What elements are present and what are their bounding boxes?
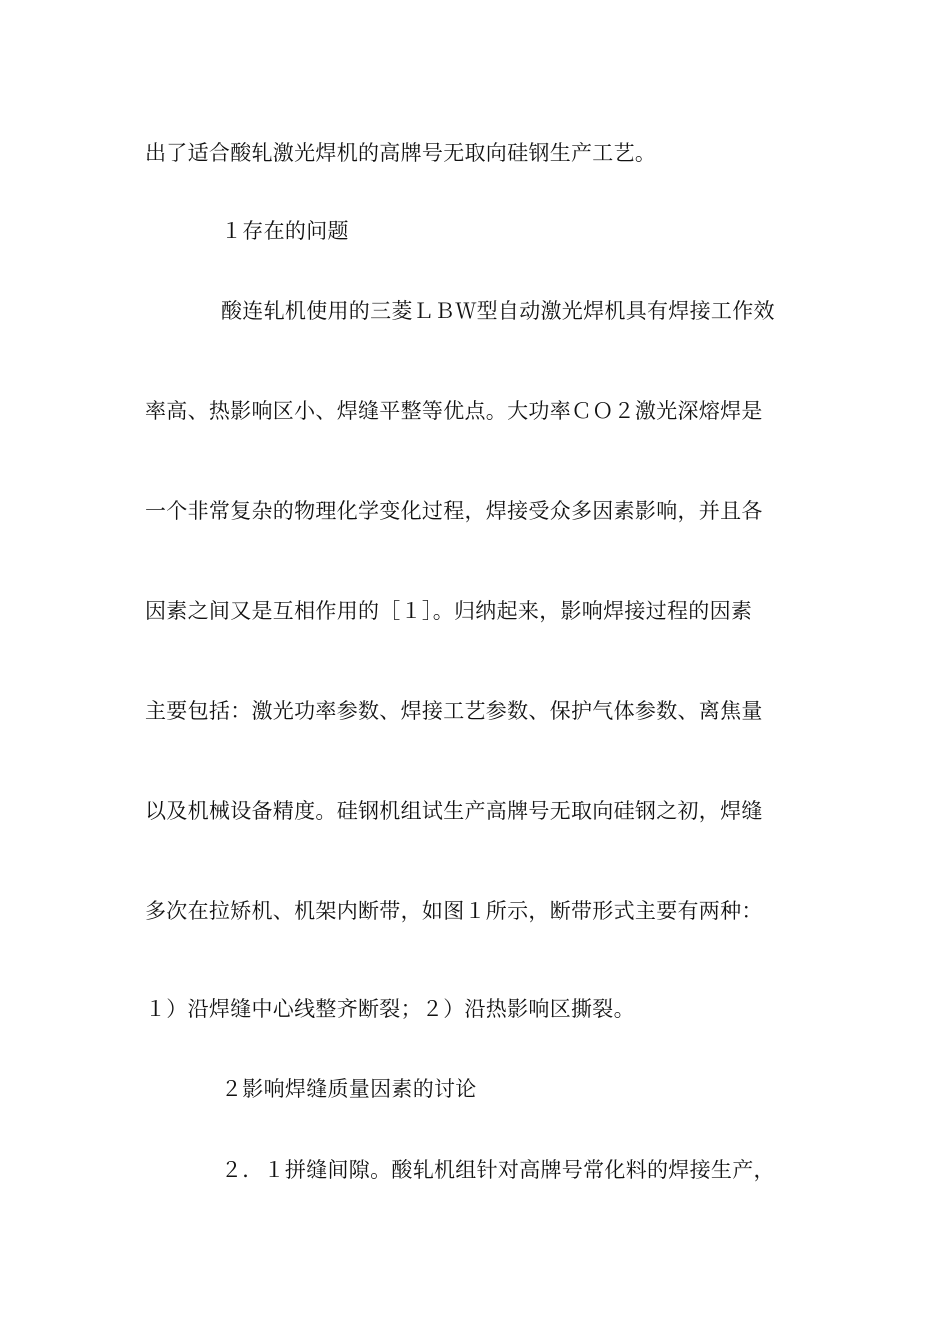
paragraph-line: 多次在拉矫机、机架内断带，如图１所示，断带形式主要有两种： — [145, 899, 763, 923]
section-heading: １存在的问题 — [221, 219, 349, 243]
section-heading: ２影响焊缝质量因素的讨论 — [221, 1077, 477, 1101]
paragraph-line: 一个非常复杂的物理化学变化过程，焊接受众多因素影响，并且各 — [145, 499, 763, 523]
paragraph-line: 因素之间又是互相作用的［１］。归纳起来，影响焊接过程的因素 — [145, 599, 753, 623]
paragraph-line: 出了适合酸轧激光焊机的高牌号无取向硅钢生产工艺。 — [145, 141, 657, 165]
paragraph-line: １）沿焊缝中心线整齐断裂；２）沿热影响区撕裂。 — [145, 997, 635, 1021]
paragraph-line: 率高、热影响区小、焊缝平整等优点。大功率ＣＯ２激光深熔焊是 — [145, 399, 763, 423]
paragraph-line: ２．１拼缝间隙。酸轧机组针对高牌号常化料的焊接生产， — [221, 1158, 775, 1182]
paragraph-line: 酸连轧机使用的三菱ＬＢＷ型自动激光焊机具有焊接工作效 — [221, 299, 775, 323]
paragraph-line: 以及机械设备精度。硅钢机组试生产高牌号无取向硅钢之初，焊缝 — [145, 799, 763, 823]
paragraph-line: 主要包括：激光功率参数、焊接工艺参数、保护气体参数、离焦量 — [145, 699, 763, 723]
